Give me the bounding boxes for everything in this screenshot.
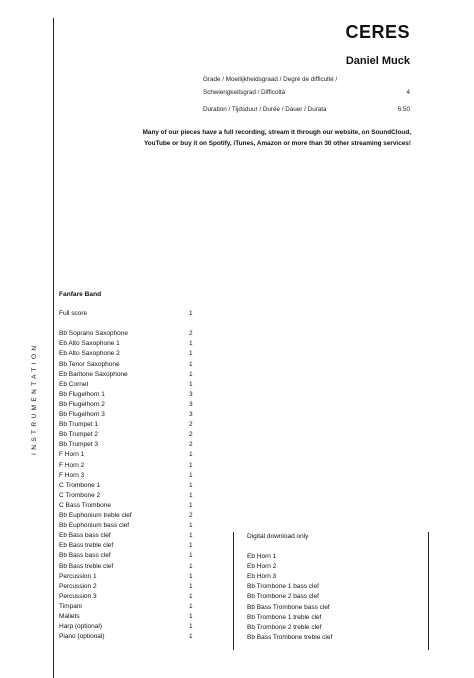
instrument-name: F Horn 3: [59, 471, 85, 479]
digital-download-item: Eb Horn 2: [247, 563, 277, 571]
instrument-name: C Trombone 2: [59, 491, 101, 499]
instrument-name: Bb Trumpet 1: [59, 421, 99, 429]
grade-label-line-2: Schwierigkeitsgrad / Difficoltà: [203, 89, 286, 96]
instrument-name: Percussion 2: [59, 582, 97, 590]
instrument-quantity: 1: [189, 451, 193, 459]
instrument-quantity: 1: [189, 360, 193, 368]
instrument-quantity: 1: [189, 582, 193, 590]
instrument-name: F Horn 2: [59, 461, 85, 469]
instrument-name: Harp (optional): [59, 623, 102, 631]
instrument-name: Eb Alto Saxophone 1: [59, 340, 120, 348]
instrument-name: Bb Bass bass clef: [59, 552, 111, 560]
digital-download-item: Eb Horn 1: [247, 553, 277, 560]
digital-download-item: Bb Trombone 2 bass clef: [247, 593, 319, 601]
right-column-rule: [428, 532, 429, 650]
instrument-quantity: 1: [189, 602, 193, 610]
streaming-note-line-2: YouTube or buy it on Spotify, iTunes, Amazon or more than 30 other streaming services!: [143, 140, 411, 147]
instrument-quantity: 2: [189, 421, 193, 429]
instrument-name: Eb Bass treble clef: [59, 542, 114, 550]
instrument-quantity: 1: [189, 592, 193, 600]
instrument-quantity: 1: [189, 350, 193, 358]
instrument-name: Eb Cornet: [59, 380, 89, 388]
instrument-quantity: 2: [189, 330, 193, 338]
instrument-quantity: 1: [189, 471, 193, 479]
instrument-name: C Trombone 1: [59, 481, 101, 489]
instrument-quantity: 1: [189, 491, 193, 499]
instrument-quantity: 1: [189, 340, 193, 348]
duration-label: Duration / Tijdsduur / Durée / Dauer / Durata: [203, 106, 327, 113]
instrument-name: Bb Flugelhorn 1: [59, 390, 105, 398]
instrument-quantity: 2: [189, 431, 193, 439]
digital-download-header: Digital download only: [247, 533, 309, 540]
instrument-name: Percussion 3: [59, 592, 97, 600]
instrument-quantity: 1: [189, 613, 193, 620]
instrument-name: Piano (optional): [59, 633, 105, 641]
instrument-name: F Horn 1: [59, 451, 85, 459]
composer-name: Daniel Muck: [345, 55, 410, 67]
streaming-note-line-1: Many of our pieces have a full recording, stream it through our website, on SoundCloud,: [142, 129, 411, 136]
instrumentation-side-text: INSTRUMENTATION: [31, 342, 38, 455]
instrument-name: Bb Euphonium treble clef: [59, 512, 132, 519]
digital-download-item: Bb Bass Trombone bass clef: [247, 603, 330, 611]
instrument-name: Bb Trumpet 2: [59, 431, 99, 439]
instrument-quantity: 2: [189, 441, 193, 449]
instrument-name: Bb Flugelhorn 3: [59, 411, 105, 418]
instrument-name: Bb Trumpet 3: [59, 441, 99, 449]
instrumentation-side-label: [31, 290, 51, 455]
instrument-quantity: 1: [189, 623, 193, 631]
instrument-name: Eb Baritone Saxophone: [59, 370, 128, 378]
instrument-quantity: 3: [189, 400, 193, 408]
instrument-name: Mallets: [59, 613, 80, 620]
digital-column-rule: [233, 532, 234, 650]
digital-download-item: Bb Bass Trombone treble clef: [247, 633, 333, 641]
instrument-name: Percussion 1: [59, 572, 97, 580]
instrument-name: Eb Bass bass clef: [59, 532, 111, 540]
instrument-quantity: 1: [189, 310, 193, 317]
instrument-quantity: 1: [189, 552, 193, 560]
instrument-quantity: 1: [189, 542, 193, 550]
instrument-quantity: 1: [189, 481, 193, 489]
instrument-name: Bb Euphonium bass clef: [59, 522, 130, 530]
piece-title: CERES: [345, 22, 410, 42]
duration-value: 6:50: [397, 106, 410, 113]
instrument-quantity: 1: [189, 562, 193, 570]
instrument-quantity: 1: [189, 572, 193, 580]
instrument-name: Full score: [59, 310, 88, 317]
band-type: Fanfare Band: [59, 291, 102, 298]
grade-label-line-1: Grade / Moeilijkheidsgraad / Degré de difficulté /: [203, 76, 338, 83]
grade-value: 4: [406, 89, 410, 96]
instrument-quantity: 1: [189, 633, 193, 641]
instrument-name: Bb Soprano Saxophone: [59, 330, 129, 338]
instrument-name: C Bass Trombone: [59, 501, 112, 509]
left-margin-rule: [53, 18, 54, 678]
instrument-quantity: 1: [189, 522, 193, 530]
digital-download-item: Bb Trombone 1 bass clef: [247, 583, 319, 591]
instrument-quantity: 1: [189, 532, 193, 540]
instrument-name: Bb Tenor Saxophone: [59, 360, 120, 368]
instrument-name: Eb Alto Saxophone 2: [59, 350, 120, 358]
instrument-name: Bb Flugelhorn 2: [59, 400, 105, 408]
instrument-quantity: 3: [189, 411, 193, 418]
instrument-name: Timpani: [59, 602, 82, 610]
digital-download-item: Eb Horn 3: [247, 573, 277, 581]
instrument-quantity: 2: [189, 512, 193, 519]
instrument-quantity: 1: [189, 380, 193, 388]
instrument-quantity: 1: [189, 370, 193, 378]
digital-download-item: Bb Trombone 1 treble clef: [247, 613, 322, 621]
streaming-note: [100, 127, 411, 149]
instrument-quantity: 3: [189, 390, 193, 398]
instrument-quantity: 1: [189, 501, 193, 509]
instrument-quantity: 1: [189, 461, 193, 469]
instrument-name: Bb Bass treble clef: [59, 562, 114, 570]
digital-download-item: Bb Trombone 2 treble clef: [247, 623, 322, 631]
